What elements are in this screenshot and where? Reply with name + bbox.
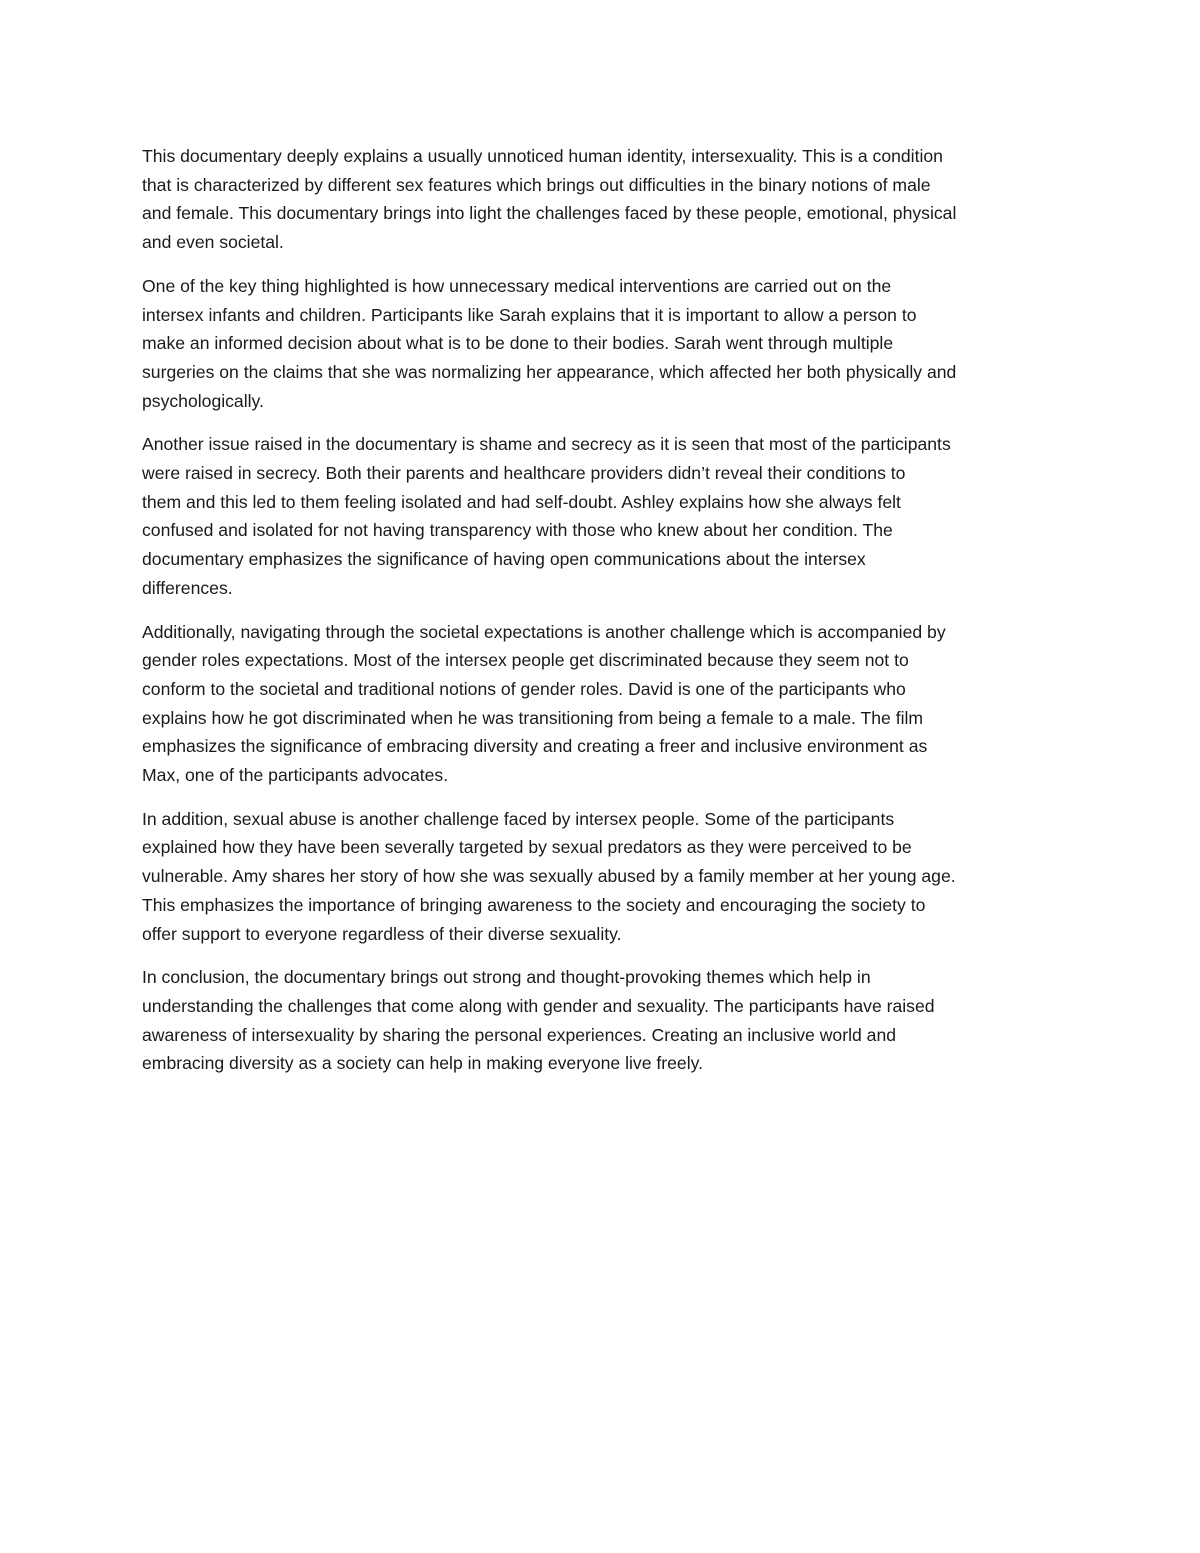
text-line: This documentary deeply explains a usually unnoticed human identity, intersexuality. This is a condition (142, 146, 943, 166)
text-line: This emphasizes the importance of bringing awareness to the society and encouraging the society to (142, 894, 926, 915)
text-line: explains how he got discriminated when he was transitioning from being a female to a male. The film (142, 707, 924, 728)
text-line: differences. (142, 577, 233, 598)
paragraph-sexual-abuse (142, 805, 1062, 949)
text-line: awareness of intersexuality by sharing the personal experiences. Creating an inclusive world and (142, 1024, 897, 1045)
text-line: and female. This documentary brings into light the challenges faced by these people, emotional, physical (142, 203, 957, 224)
paragraph-medical-interventions (142, 272, 1062, 416)
paragraph-shame-secrecy (142, 430, 1062, 602)
text-line: emphasizes the significance of embracing diversity and creating a freer and inclusive environment as (142, 736, 928, 757)
paragraph-conclusion (142, 963, 1062, 1078)
text-line: surgeries on the claims that she was normalizing her appearance, which affected her both physically and (142, 361, 957, 382)
text-line: that is characterized by different sex features which brings out difficulties in the binary notions of male (142, 174, 931, 195)
text-line: Max, one of the participants advocates. (142, 765, 449, 786)
text-line: and even societal. (142, 232, 284, 253)
text-line: were raised in secrecy. Both their parents and healthcare providers didn’t reveal their conditions to (142, 463, 906, 484)
paragraph-societal-expectations (142, 618, 1062, 790)
text-line: them and this led to them feeling isolated and had self-doubt. Ashley explains how she always felt (142, 491, 901, 512)
text-line: documentary emphasizes the significance of having open communications about the intersex (142, 549, 866, 570)
document-body (142, 142, 1062, 1093)
text-line: Additionally, navigating through the societal expectations is another challenge which is accompanied by (142, 621, 946, 642)
text-line: embracing diversity as a society can help in making everyone live freely. (142, 1053, 703, 1074)
text-line: confused and isolated for not having transparency with those who knew about her condition. The (142, 520, 893, 541)
paragraph-introduction (142, 142, 1062, 257)
text-line: gender roles expectations. Most of the intersex people get discriminated because they seem not to (142, 650, 909, 671)
text-line: vulnerable. Amy shares her story of how she was sexually abused by a family member at her young age. (142, 866, 956, 887)
text-line: intersex infants and children. Participants like Sarah explains that it is important to allow a person to (142, 304, 917, 325)
text-line: conform to the societal and traditional notions of gender roles. David is one of the participants who (142, 678, 906, 699)
text-line: offer support to everyone regardless of their diverse sexuality. (142, 923, 622, 944)
text-line: psychologically. (142, 390, 264, 411)
text-line: make an informed decision about what is to be done to their bodies. Sarah went through multiple (142, 333, 894, 354)
text-line: Another issue raised in the documentary is shame and secrecy as it is seen that most of the participants (142, 434, 951, 455)
text-line: One of the key thing highlighted is how unnecessary medical interventions are carried out on the (142, 275, 892, 296)
text-line: understanding the challenges that come along with gender and sexuality. The participants have raised (142, 995, 935, 1016)
text-line: In addition, sexual abuse is another challenge faced by intersex people. Some of the participants (142, 808, 895, 829)
text-line: explained how they have been severally targeted by sexual predators as they were perceived to be (142, 837, 912, 858)
text-line: In conclusion, the documentary brings out strong and thought-provoking themes which help in (142, 967, 871, 988)
